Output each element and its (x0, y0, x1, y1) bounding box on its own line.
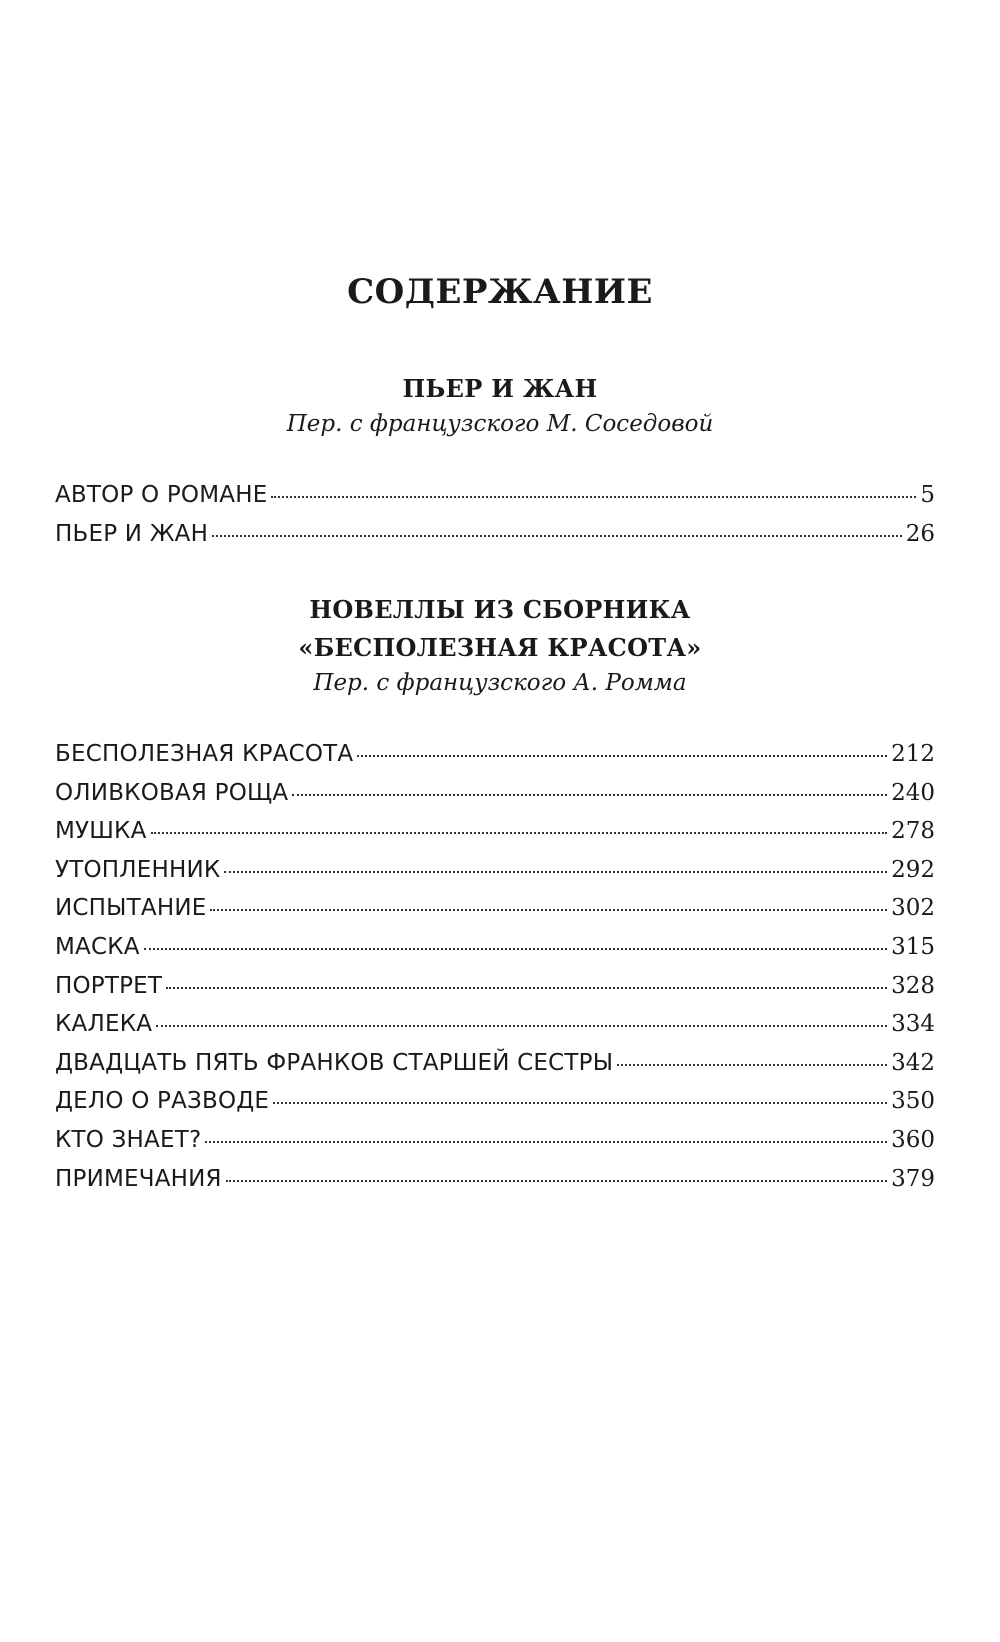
toc-entry-title: МУШКА (55, 818, 147, 845)
toc-entry-title: УТОПЛЕННИК (55, 856, 221, 883)
toc-entry-title: МАСКА (55, 933, 140, 960)
dot-leader (144, 948, 887, 950)
toc-entry-page: 334 (891, 1011, 935, 1038)
toc-entry-title: ПОРТРЕТ (55, 972, 163, 999)
toc-entry-page: 315 (891, 933, 935, 960)
toc-entry-page: 5 (920, 482, 935, 508)
dot-leader (210, 909, 887, 911)
toc-entry-page: 26 (905, 520, 935, 547)
toc-entry-title: КАЛЕКА (55, 1011, 153, 1038)
toc-entry-page: 240 (891, 779, 935, 806)
toc-entry-title: КТО ЗНАЕТ? (55, 1126, 202, 1153)
toc-entry[interactable] (55, 934, 935, 973)
toc-entry-page: 278 (891, 818, 935, 845)
toc-entry[interactable] (55, 1166, 935, 1205)
toc-entry-title: ПРИМЕЧАНИЯ (55, 1165, 222, 1192)
toc-list-section-1 (55, 482, 935, 559)
toc-entry-title: БЕСПОЛЕЗНАЯ КРАСОТА (55, 741, 354, 767)
toc-entry-title: ДЕЛО О РАЗВОДЕ (55, 1088, 270, 1115)
toc-entry[interactable] (55, 973, 935, 1012)
toc-entry[interactable] (55, 1127, 935, 1166)
toc-entry[interactable] (55, 482, 935, 521)
dot-leader (273, 1102, 887, 1104)
toc-entry[interactable] (55, 1011, 935, 1050)
toc-entry-page: 212 (891, 741, 935, 767)
dot-leader (226, 1180, 887, 1182)
section-translator-romm: Пер. с французского А. Ромма (313, 670, 687, 696)
toc-entry-title: ПЬЕР И ЖАН (55, 520, 209, 547)
dot-leader (212, 535, 902, 537)
dot-leader (271, 496, 916, 498)
toc-entry-title: АВТОР О РОМАНЕ (55, 482, 268, 508)
toc-entry[interactable] (55, 741, 935, 780)
toc-entry-title: ДВАДЦАТЬ ПЯТЬ ФРАНКОВ СТАРШЕЙ СЕСТРЫ (55, 1049, 614, 1076)
dot-leader (617, 1064, 887, 1066)
toc-entry[interactable] (55, 857, 935, 896)
dot-leader (156, 1025, 887, 1027)
toc-entry[interactable] (55, 521, 935, 560)
toc-entry-page: 328 (891, 972, 935, 999)
toc-entry[interactable] (55, 1088, 935, 1127)
toc-entry-page: 292 (891, 856, 935, 883)
toc-entry-title: ОЛИВКОВАЯ РОЩА (55, 779, 289, 806)
dot-leader (292, 794, 887, 796)
section-heading-novellas-line-1: НОВЕЛЛЫ ИЗ СБОРНИКА (309, 595, 691, 624)
toc-entry-page: 350 (891, 1088, 935, 1115)
dot-leader (205, 1141, 887, 1143)
toc-entry[interactable] (55, 1050, 935, 1089)
page-title: СОДЕРЖАНИЕ (347, 272, 653, 312)
section-translator-sosedova: Пер. с французского М. Соседовой (286, 411, 714, 437)
toc-entry-title: ИСПЫТАНИЕ (55, 895, 207, 922)
toc-entry[interactable] (55, 780, 935, 819)
toc-entry[interactable] (55, 818, 935, 857)
toc-entry-page: 302 (891, 895, 935, 922)
toc-entry-page: 342 (891, 1049, 935, 1076)
dot-leader (166, 987, 887, 989)
dot-leader (224, 871, 887, 873)
toc-list-section-2 (55, 741, 935, 1204)
dot-leader (357, 755, 887, 757)
toc-entry-page: 379 (891, 1165, 935, 1192)
toc-entry-page: 360 (891, 1126, 935, 1153)
section-heading-pierre-and-jean: ПЬЕР И ЖАН (402, 374, 598, 403)
section-heading-novellas-line-2: «БЕСПОЛЕЗНАЯ КРАСОТА» (298, 633, 702, 662)
dot-leader (151, 832, 888, 834)
toc-entry[interactable] (55, 895, 935, 934)
